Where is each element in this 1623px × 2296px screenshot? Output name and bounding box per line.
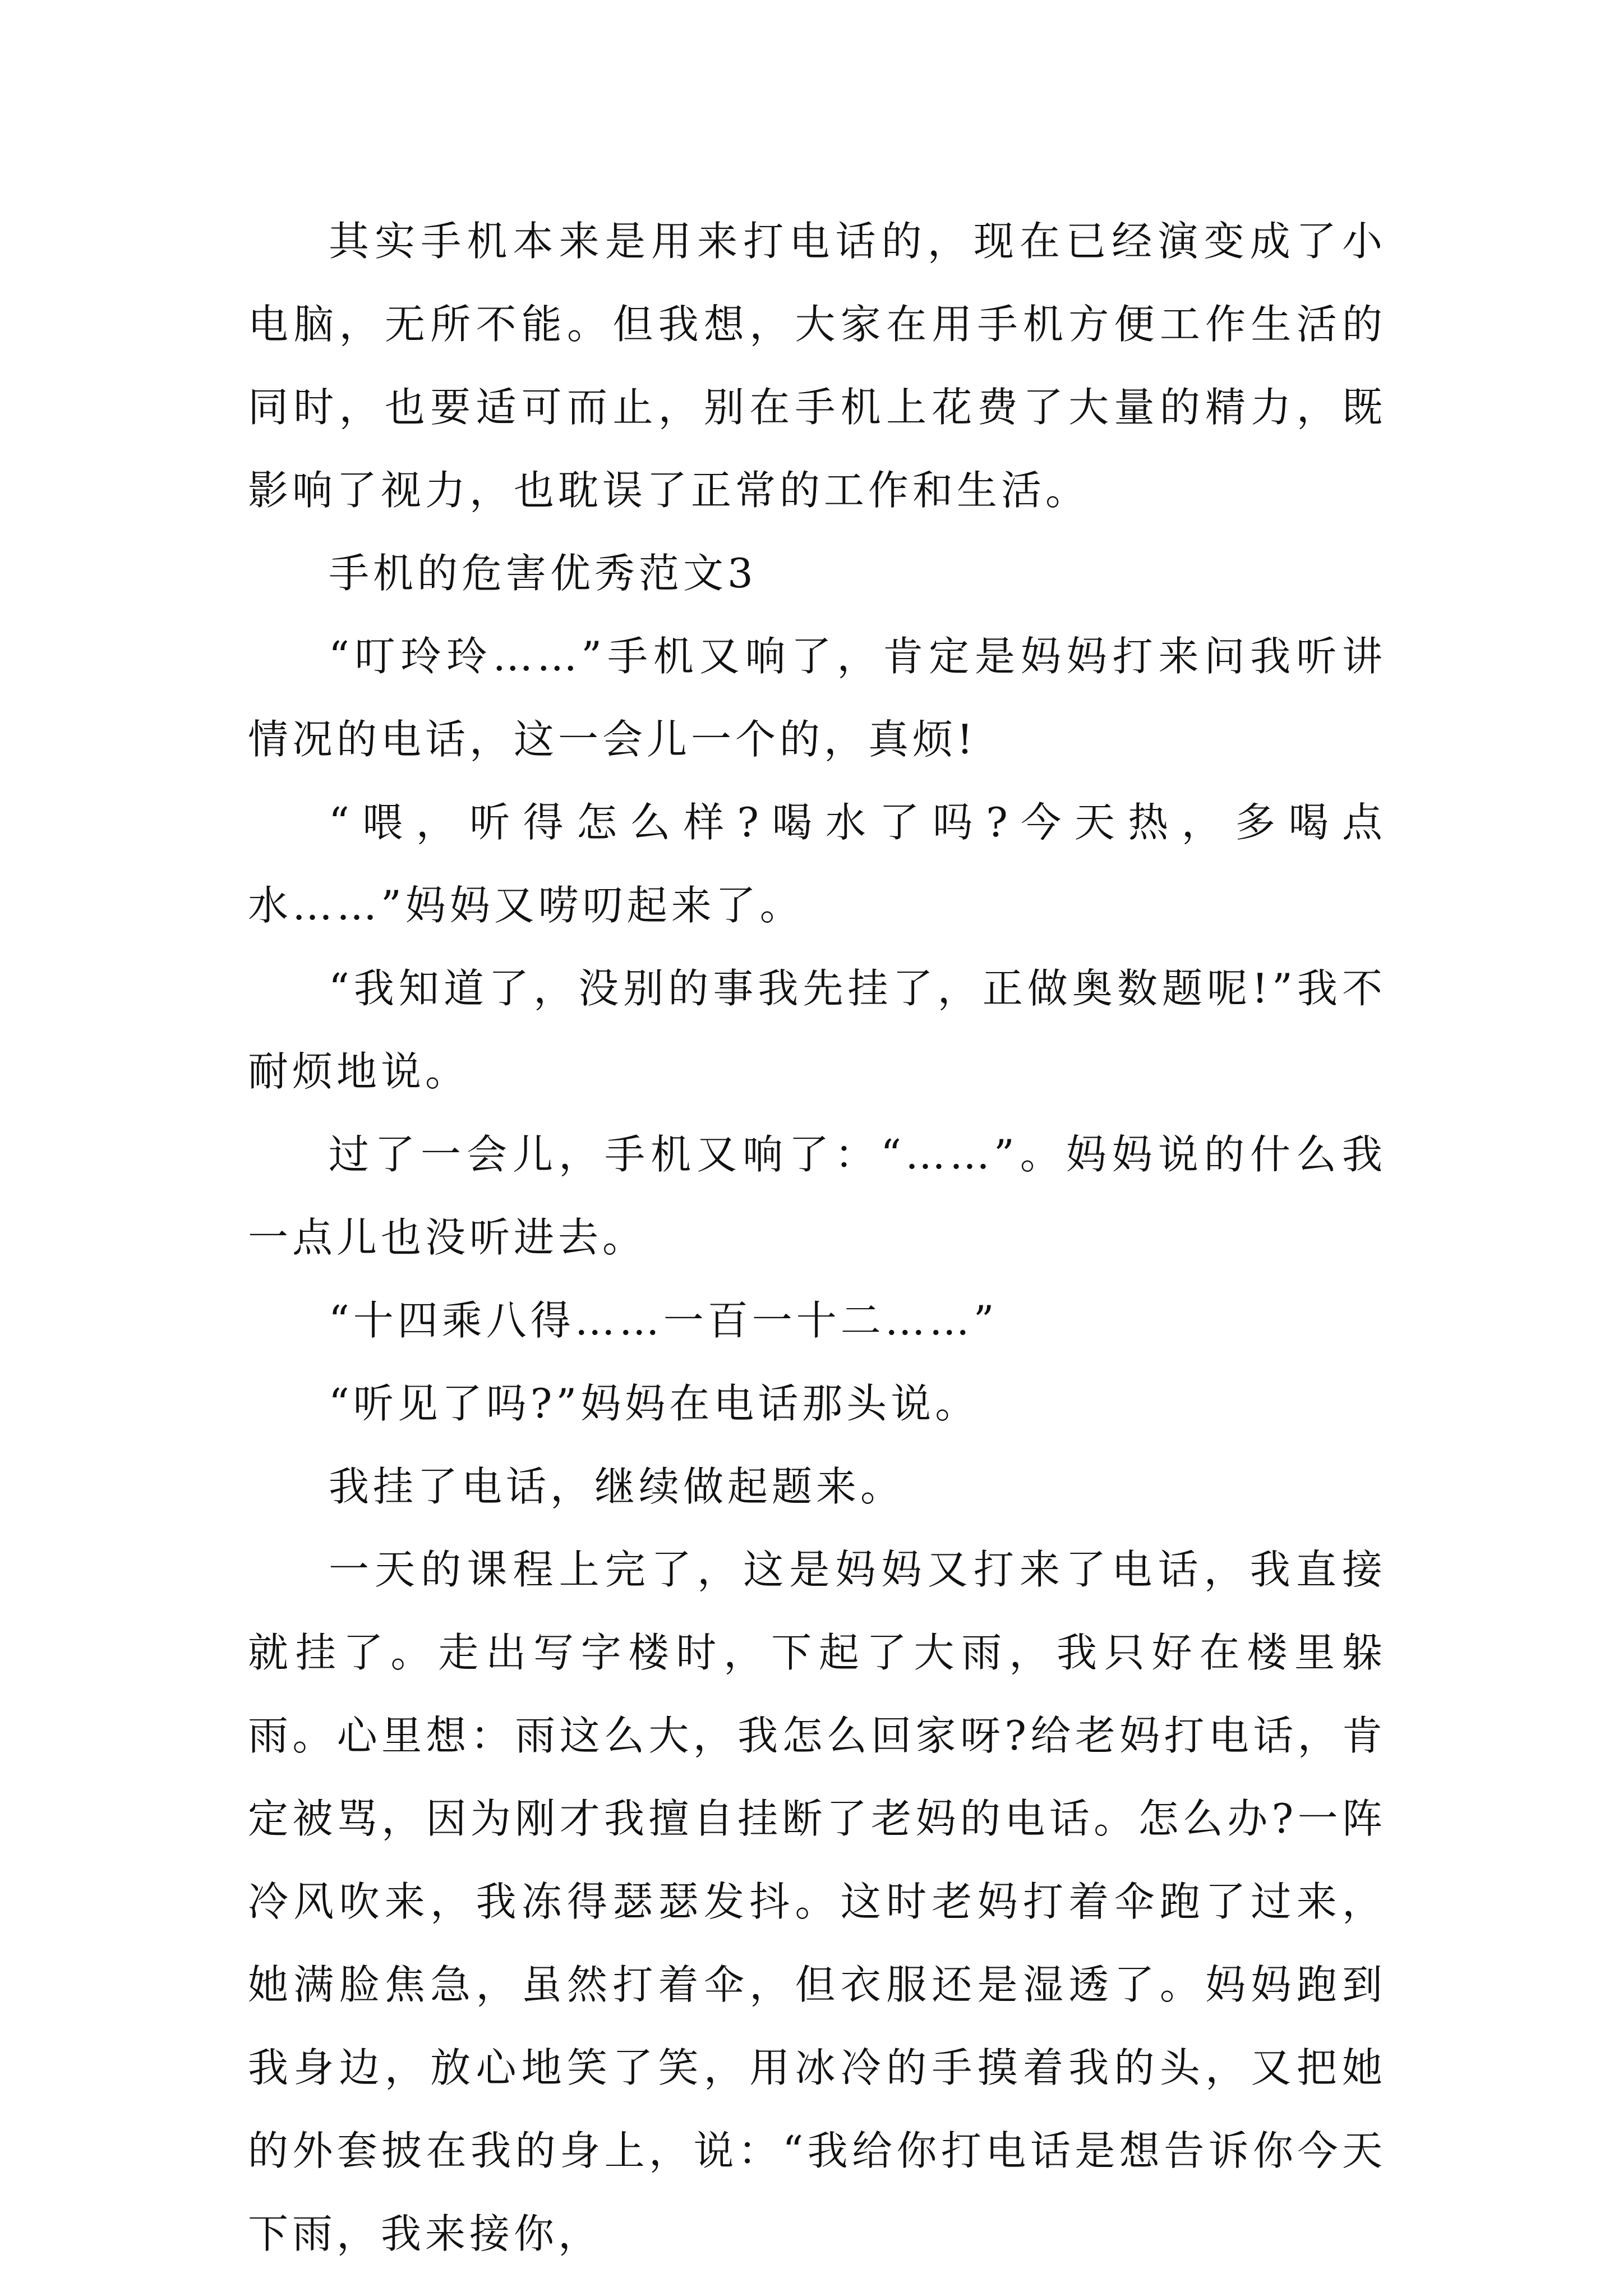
paragraph-2: “叮玲玲……”手机又响了，肯定是妈妈打来问我听讲情况的电话，这一会儿一个的，真烦! [248, 633, 1386, 763]
paragraph-5: 过了一会儿，手机又响了：“……”。妈妈说的什么我一点儿也没听进去。 [248, 1131, 1386, 1261]
paragraph-4: “我知道了，没别的事我先挂了，正做奥数题呢!”我不耐烦地说。 [248, 965, 1386, 1095]
document-body [248, 200, 1386, 2275]
section-heading: 手机的危害优秀范文3 [329, 550, 757, 597]
paragraph-6: “十四乘八得……一百一十二……” [329, 1297, 998, 1344]
paragraph-8: 我挂了电话，继续做起题来。 [329, 1463, 905, 1510]
paragraph-1: 其实手机本来是用来打电话的，现在已经演变成了小电脑，无所不能。但我想，大家在用手机方便工作生活的同时，也要适可而止，别在手机上花费了大量的精力，既影响了视力，也耽误了正常的工作和生活。 [248, 218, 1386, 514]
paragraph-7: “听见了吗?”妈妈在电话那头说。 [329, 1380, 980, 1427]
paragraph-3: “喂，听得怎么样?喝水了吗?今天热，多喝点水……”妈妈又唠叨起来了。 [248, 799, 1386, 929]
paragraph-9: 一天的课程上完了，这是妈妈又打来了电话，我直接就挂了。走出写字楼时，下起了大雨，我只好在楼里躲雨。心里想：雨这么大，我怎么回家呀?给老妈打电话，肯定被骂，因为刚才我擅自挂断了老妈的电话。怎么办?一阵冷风吹来，我冻得瑟瑟发抖。这时老妈打着伞跑了过来，她满脸焦急，虽然打着伞，但衣服还是湿透了。妈妈跑到我身边，放心地笑了笑，用冰冷的手摸着我的头，又把她的外套披在我的身上，说：“我给你打电话是想告诉你今天下雨，我来接你， [248, 1546, 1386, 2257]
